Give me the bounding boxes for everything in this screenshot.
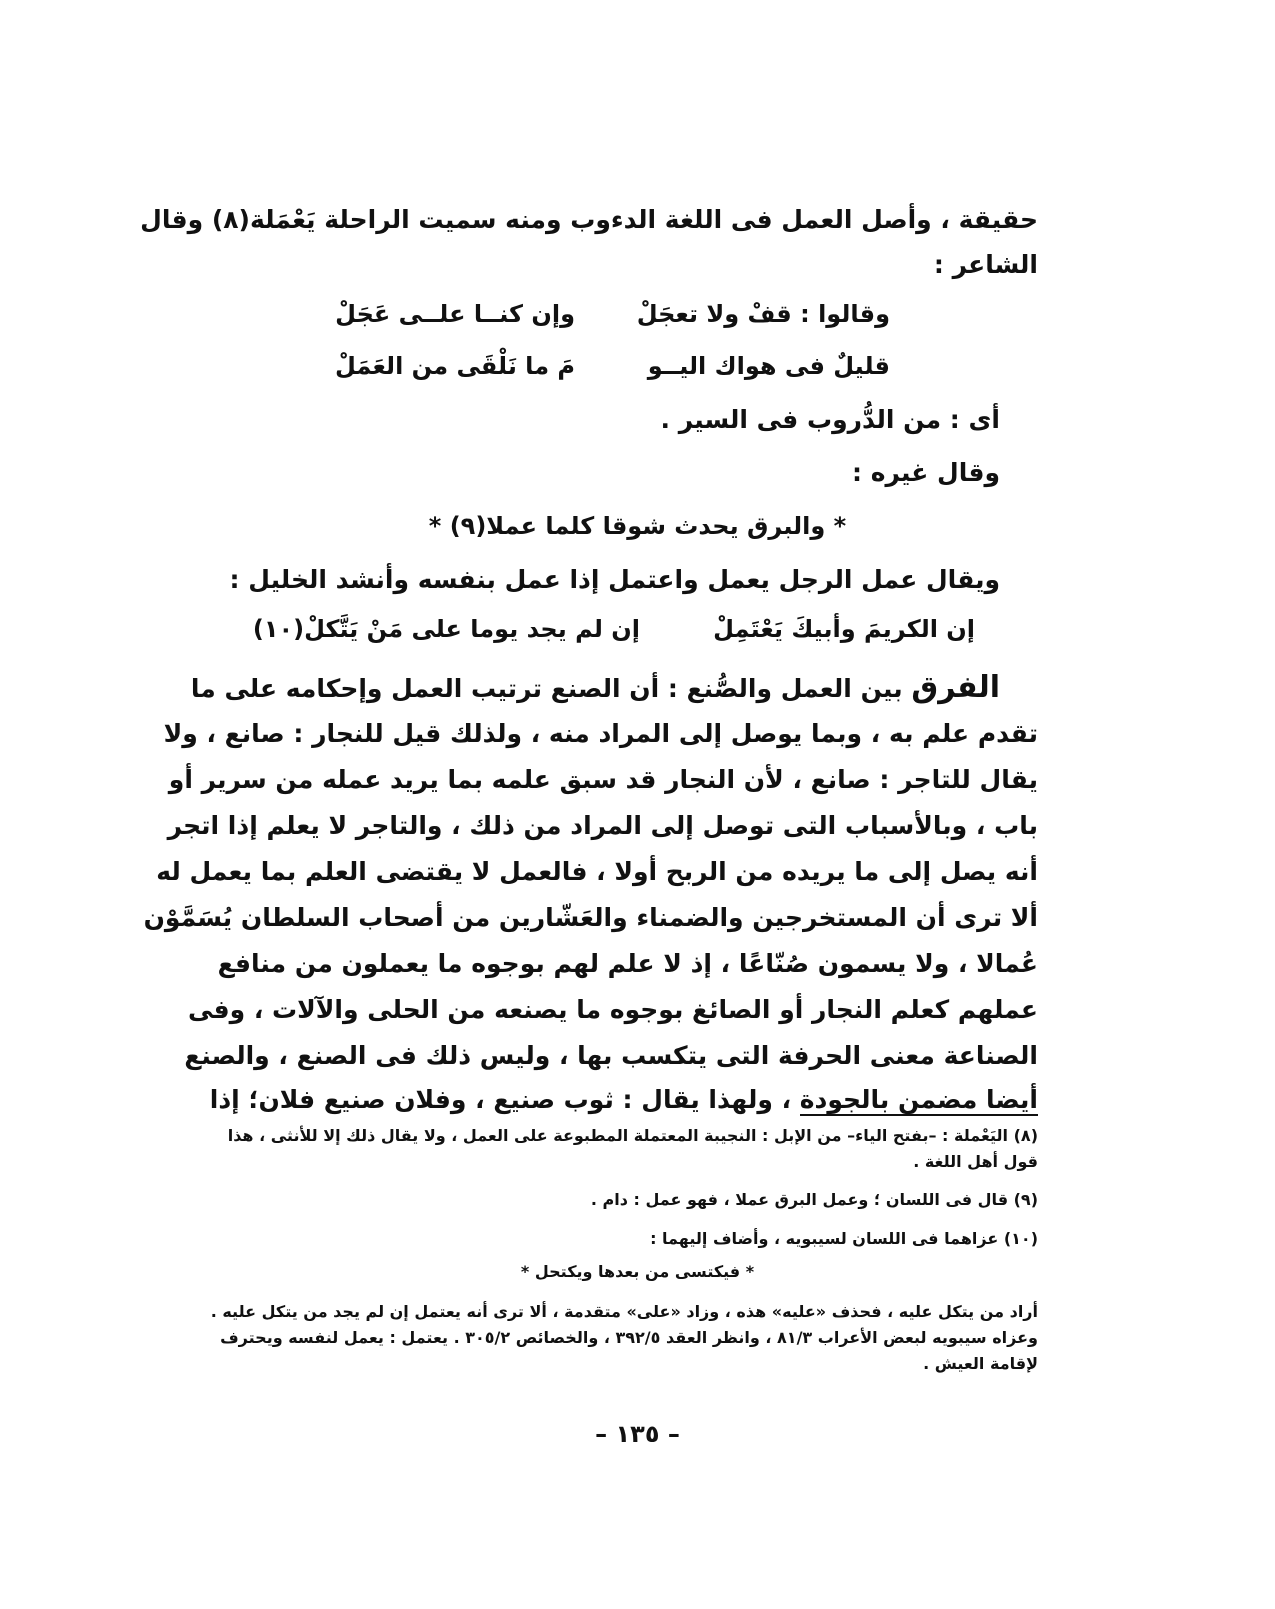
footnote-10-text: وعزاه سيبويه لبعض الأعراب ٨١/٣ ، وانظر العقد ٣٩٢/٥ ، والخصائص ٣٠٥/٢ . يعتمل : يعمل لنفسه ويحترف (220, 1328, 1038, 1347)
body-line: وقال غيره : (852, 458, 1000, 487)
footnote-10: (١٠) عزاهما فى اللسان لسيبويه ، وأضاف إليهما : (650, 1229, 1038, 1248)
body-line-rest: ، ولهذا يقال : ثوب صنيع ، وفلان صنيع فلان؛ إذا (209, 1085, 792, 1114)
section-first-text: بين العمل والصُّنع : أن الصنع ترتيب العمل وإحكامه على ما (190, 674, 903, 703)
page-number: – ١٣٥ – (595, 1420, 680, 1448)
section-heading: الفرق (911, 670, 1000, 705)
footnote-8-cont: قول أهل اللغة . (913, 1152, 1038, 1171)
body-line: أنه يصل إلى ما يريده من الربح أولا ، فالعمل لا يقتضى العلم بما يعمل له (156, 857, 1038, 886)
verse-line: * والبرق يحدث شوقا كلما عملا(٩) * (428, 512, 847, 540)
section-first-line (190, 668, 1000, 709)
body-line: تقدم علم به ، وبما يوصل إلى المراد منه ، ولذلك قيل للنجار : صانع ، ولا (163, 719, 1038, 748)
footnote-10-text: أراد من يتكل عليه ، فحذف «عليه» هذه ، وزاد «على» متقدمة ، ألا ترى أنه يعتمل إن لم يجد من يتكل عليه . (210, 1302, 1038, 1321)
verse-hemistich: إن الكريمَ وأبيكَ يَعْتَمِلْ (713, 615, 975, 643)
body-line: باب ، وبالأسباب التى توصل إلى المراد من ذلك ، والتاجر لا يعلم إذا اتجر (167, 811, 1038, 840)
body-line: عُمالا ، ولا يسمون صُنّاعًا ، إذ لا علم لهم بوجوه ما يعملون من منافع (217, 949, 1038, 978)
footnote-8: (٨) اليَعْملة : –بفتح الياء– من الإبل : النجيبة المعتملة المطبوعة على العمل ، ولا يقال ذلك إلا للأنثى ، هذا (227, 1126, 1038, 1145)
verse-hemistich: مَ ما نَلْقَى من العَمَلْ (335, 352, 575, 380)
body-line: الشاعر : (933, 250, 1038, 279)
body-line: عملهم كعلم النجار أو الصائغ بوجوه ما يصنعه من الحلى والآلات ، وفى (187, 995, 1038, 1024)
explanation-line: أى : من الدُّروب فى السير . (660, 405, 1000, 434)
verse-hemistich: قليلٌ فى هواك اليــو (647, 352, 890, 380)
body-line: ويقال عمل الرجل يعمل واعتمل إذا عمل بنفسه وأنشد الخليل : (229, 565, 1000, 594)
footnote-9: (٩) قال فى اللسان ؛ وعمل البرق عملا ، فهو عمل : دام . (590, 1190, 1038, 1209)
body-line: الصناعة معنى الحرفة التى يتكسب بها ، وليس ذلك فى الصنع ، والصنع (184, 1041, 1038, 1070)
verse-hemistich: وإن كنــا علــى عَجَلْ (335, 300, 575, 328)
body-line-last (209, 1080, 1038, 1120)
body-line: ألا ترى أن المستخرجين والضمناء والعَشّارين من أصحاب السلطان يُسَمَّوْن (143, 903, 1038, 932)
body-line: حقيقة ، وأصل العمل فى اللغة الدءوب ومنه سميت الراحلة يَعْمَلة(٨) وقال (140, 205, 1038, 234)
footnote-10-verse: * فيكتسى من بعدها ويكتحل * (520, 1262, 755, 1281)
verse-hemistich: وقالوا : قفْ ولا تعجَلْ (636, 300, 890, 328)
body-line: يقال للتاجر : صانع ، لأن النجار قد سبق علمه بما يريد عمله من سرير أو (168, 765, 1038, 794)
underlined-phrase: أيضا مضمن بالجودة (799, 1085, 1038, 1114)
footnote-10-text: لإقامة العيش . (923, 1354, 1038, 1373)
verse-hemistich: إن لم يجد يوما على مَنْ يَتَّكلْ(١٠) (252, 615, 640, 643)
